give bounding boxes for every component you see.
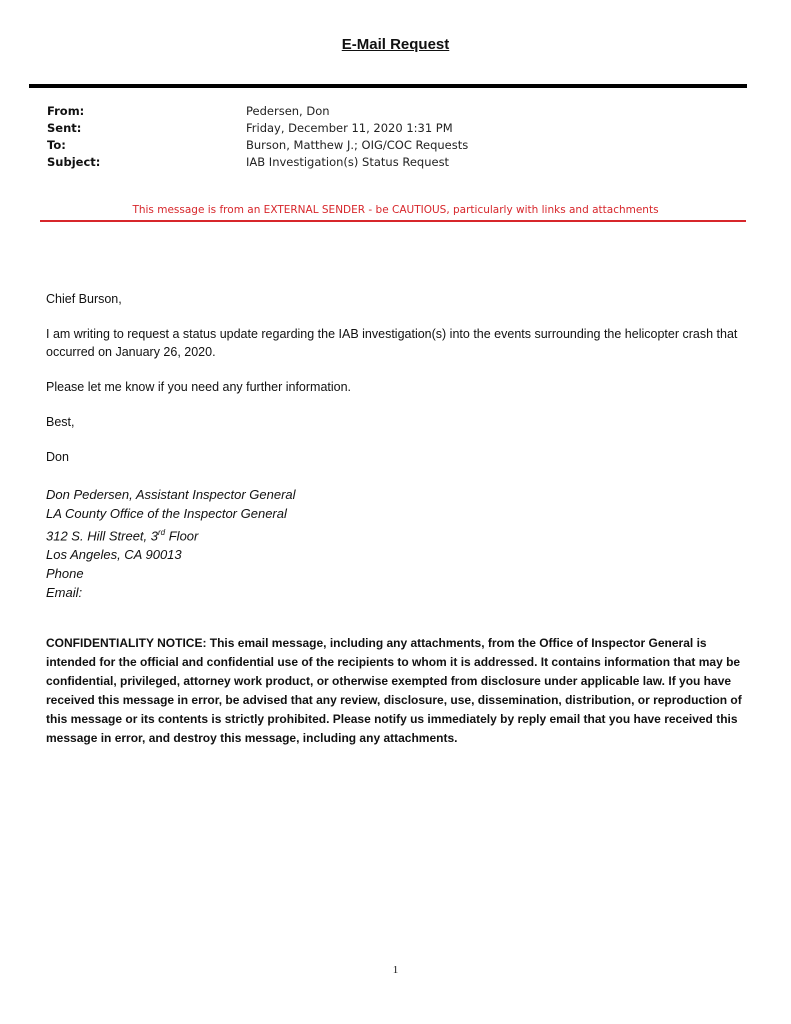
- address-ordinal: rd: [158, 528, 166, 537]
- signature-address: [46, 523, 546, 545]
- header-row-subject: [47, 154, 747, 171]
- page-number: 1: [392, 964, 399, 976]
- sent-value: Friday, December 11, 2020 1:31 PM: [246, 121, 453, 135]
- signature-name-title: Don Pedersen, Assistant Inspector General: [46, 487, 296, 502]
- header-row-to: [47, 137, 747, 154]
- signature-block: [46, 485, 546, 602]
- header-row-sent: [47, 120, 747, 137]
- signature-phone: Phone: [46, 566, 84, 582]
- signature-city: Los Angeles, CA 90013: [46, 547, 182, 563]
- body-paragraph-2: Please let me know if you need any further information.: [46, 380, 352, 394]
- from-label: From:: [47, 104, 85, 118]
- subject-value: IAB Investigation(s) Status Request: [246, 155, 450, 169]
- address-street: 312 S. Hill Street, 3: [46, 528, 158, 544]
- closing: Best,: [46, 415, 75, 429]
- address-floor: Floor: [165, 528, 199, 544]
- document-title: E-Mail Request: [341, 36, 450, 53]
- signature-email: Email:: [46, 585, 83, 601]
- greeting: Chief Burson,: [46, 292, 122, 306]
- warning-divider: [40, 220, 746, 222]
- signature-office: LA County Office of the Inspector General: [46, 506, 287, 521]
- sent-label: Sent:: [47, 121, 82, 135]
- header-divider: [29, 84, 747, 88]
- email-header: [47, 103, 747, 171]
- to-label: To:: [47, 138, 66, 152]
- subject-label: Subject:: [47, 155, 101, 169]
- email-body: [46, 290, 746, 483]
- confidentiality-notice: CONFIDENTIALITY NOTICE: This email message, including any attachments, from the Office of Inspector General is intended for the official and confidential use of the recipients to whom it is addressed. It contains information that may be confidential, privileged, attorney work product, or otherwise exempted from disclosure under applicable law. If you have received this message in error, be advised that any review, disclosure, use, dissemination, distribution, or reproduction of this message or its contents is strictly prohibited. Please notify us immediately by reply email that you have received this message in error, and destroy this message, including any attachments.: [46, 636, 742, 745]
- external-sender-warning: This message is from an EXTERNAL SENDER - be CAUTIOUS, particularly with links and attachments: [132, 204, 659, 216]
- from-value: Pedersen, Don: [246, 104, 330, 118]
- header-row-from: [47, 103, 747, 120]
- to-value: Burson, Matthew J.; OIG/COC Requests: [246, 138, 469, 152]
- body-paragraph-1: I am writing to request a status update regarding the IAB investigation(s) into the events surrounding the helicopter crash that occurred on January 26, 2020.: [46, 327, 738, 359]
- sender-name: Don: [46, 450, 69, 464]
